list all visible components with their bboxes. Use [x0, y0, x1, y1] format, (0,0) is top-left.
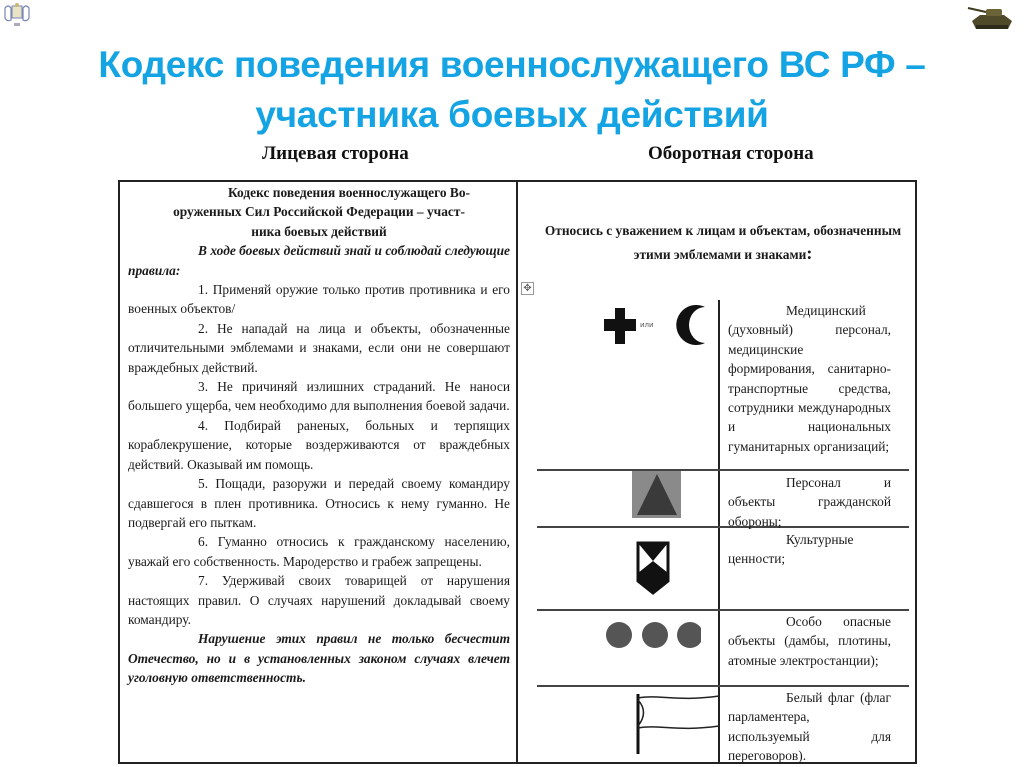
- emblem-2-text: Персонал и объекты гражданской обороны;: [728, 475, 891, 529]
- front-side-content: [128, 183, 510, 688]
- code-header-line-2: оруженных Сил Российской Федерации – участ-: [173, 204, 465, 220]
- emblem-3-description: [728, 530, 891, 569]
- rule-5: 5. Пощади, разоружи и передай своему командиру сдавшегося в плен противника. Относись к нему гуманно. Не подвергай его пыткам.: [128, 476, 510, 530]
- table-move-handle-icon[interactable]: ✥: [521, 282, 534, 295]
- code-header: [128, 183, 510, 241]
- title-line-2: участника боевых действий: [255, 94, 769, 135]
- code-header-line-1: Кодекс поведения военнослужащего Во-: [228, 185, 470, 200]
- red-crescent-icon: [675, 303, 707, 347]
- cultural-property-shield-icon: [636, 541, 670, 595]
- front-side-heading: Лицевая сторона: [262, 143, 409, 164]
- back-intro-text: Относись с уважением к лицам и объектам, обозначенным этими эмблемами и знаками: [544, 223, 902, 262]
- emblem-4-description: [728, 612, 891, 670]
- slide-title: [0, 40, 1024, 140]
- emblem-5-description: [728, 688, 891, 766]
- rule-4: 4. Подбирай раненых, больных и терпящих кораблекрушение, которые воздерживаются от враждебных действий. Оказывай им помощь.: [128, 417, 510, 472]
- coat-of-arms-logo-icon: [2, 2, 32, 30]
- emblem-row-separator: [537, 609, 909, 611]
- or-label: или: [640, 321, 654, 329]
- back-intro: [538, 220, 908, 266]
- emblem-4-text: Особо опасные объекты (дамбы, плотины, атомные электростанции);: [728, 614, 891, 668]
- back-side-heading: Оборотная сторона: [648, 143, 814, 164]
- emblem-5-text: Белый флаг (флаг парламентера, используемый для переговоров).: [728, 690, 891, 764]
- dangerous-forces-three-circles-icon: [605, 620, 701, 650]
- emblem-row-separator: [537, 685, 909, 687]
- emblem-row-separator: [537, 469, 909, 471]
- title-line-1: Кодекс поведения военнослужащего ВС РФ –: [98, 44, 926, 85]
- conclusion: Нарушение этих правил не только бесчестит Отечество, но и в установленных законом случаях влечет уголовную ответственность.: [128, 631, 510, 686]
- column-divider: [516, 180, 518, 764]
- white-flag-icon: [633, 692, 719, 756]
- emblem-1-text: Медицинский (духовный) персонал, медицинские формирования, санитарно-транспортные средства, сотрудники международных и национальных гуманитарных организаций;: [728, 303, 891, 454]
- civil-defense-triangle-icon: [632, 471, 681, 518]
- rule-2: 2. Не нападай на лица и объекты, обозначенные отличительными эмблемами и знаками, если они не совершают враждебных действий.: [128, 320, 510, 375]
- emblem-2-description: [728, 473, 891, 531]
- red-cross-icon: [604, 308, 636, 344]
- rule-6: 6. Гуманно относись к гражданскому населению, уважай его собственность. Мародерство и грабеж запрещены.: [128, 534, 510, 569]
- back-intro-colon: :: [806, 243, 813, 263]
- rules-intro: В ходе боевых действий знай и соблюдай следующие правила:: [128, 243, 510, 278]
- rule-7: 7. Удерживай своих товарищей от нарушения настоящих правил. О случаях нарушений докладывай своему командиру.: [128, 573, 510, 627]
- tank-logo-icon: [966, 3, 1020, 31]
- emblem-3-text: Культурные ценности;: [728, 532, 854, 567]
- emblem-1-description: [728, 301, 891, 456]
- rule-3: 3. Не причиняй излишних страданий. Не наноси большего ущерба, чем необходимо для выполнения боевой задачи.: [128, 379, 510, 414]
- code-header-line-3: ника боевых действий: [251, 223, 387, 239]
- rule-1: 1. Применяй оружие только против противника и его военных объектов/: [128, 282, 510, 317]
